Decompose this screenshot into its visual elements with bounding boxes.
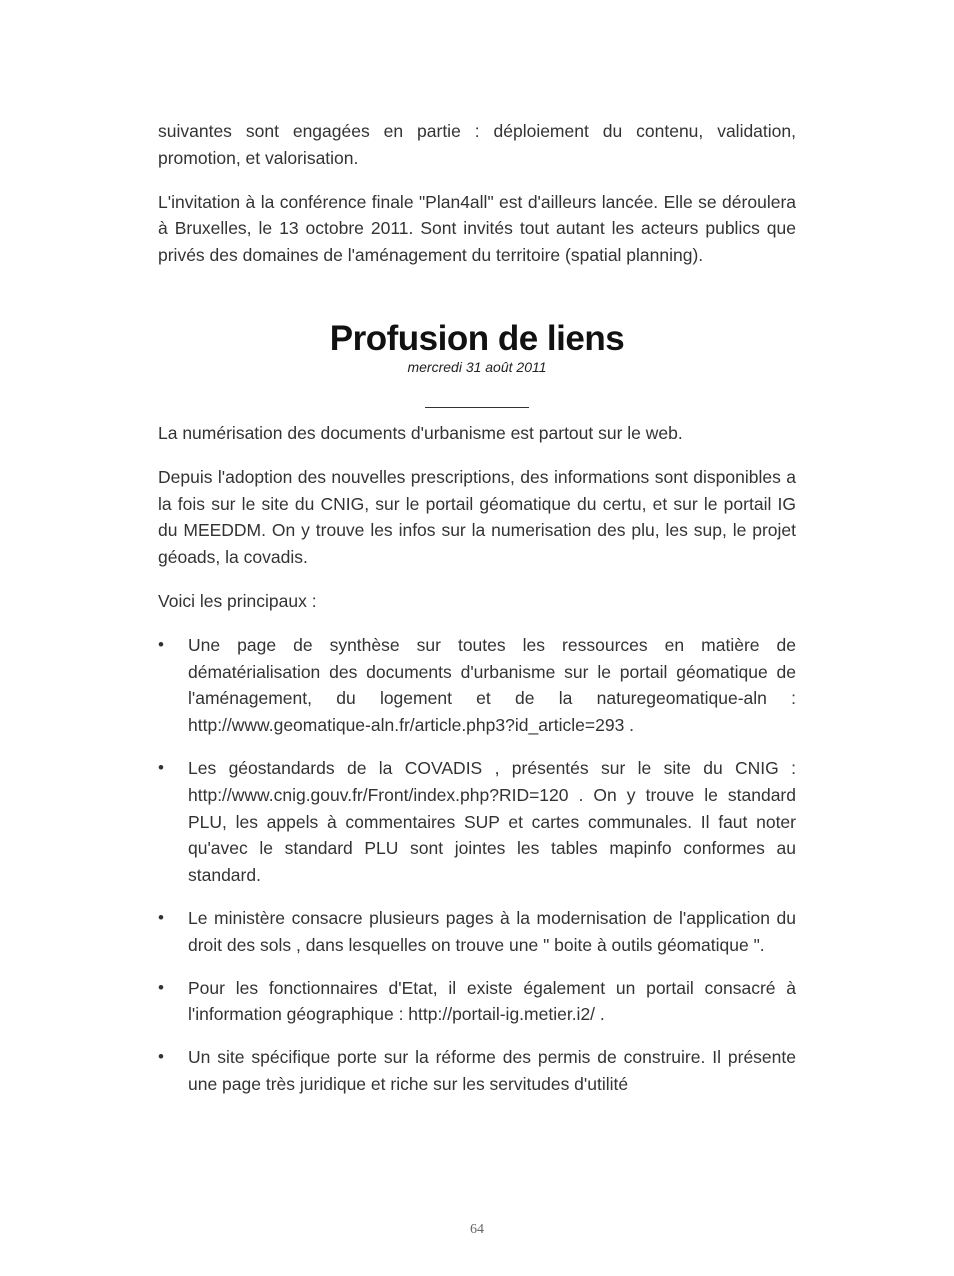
list-item-text: Le ministère consacre plusieurs pages à la modernisation de l'application du droit des sols , dans lesquelles on trouve une " boite à outils géomatique ".: [188, 907, 796, 955]
list-item-text: Un site spécifique porte sur la réforme des permis de construire. Il présente une page très juridique et riche sur les servitudes d'utilité: [188, 1047, 796, 1094]
article-paragraph-2: Depuis l'adoption des nouvelles prescriptions, des informations sont disponibles a la fois sur le site du CNIG, sur le portail géomatique du certu, et sur le portail IG du MEEDDM. On y trouve les infos sur la numerisation des plu, les sup, le projet géoads, la covadis.: [158, 466, 796, 568]
list-item: [158, 905, 796, 959]
page-number: 64: [470, 1222, 484, 1237]
article-paragraph-3: Voici les principaux :: [158, 590, 317, 611]
list-item-text: Pour les fonctionnaires d'Etat, il existe également un portail consacré à l'information géographique : http://portail-ig.metier.i2/ .: [188, 977, 796, 1025]
article-date: mercredi 31 août 2011: [407, 358, 547, 375]
list-item: [158, 632, 796, 739]
intro-paragraph-1: suivantes sont engagées en partie : déploiement du contenu, validation, promotion, et valorisation.: [158, 121, 796, 168]
bullet-icon: •: [158, 907, 164, 927]
page-content: [158, 118, 796, 1114]
list-item-text: Une page de synthèse sur toutes les ressources en matière de dématérialisation des documents d'urbanisme sur le portail géomatique de l'aménagement, du logement et de la naturegeomatique-aln : http://www.geomatique-aln.fr/article.php3?id_article=293 .: [188, 634, 796, 736]
intro-paragraph-2: L'invitation à la conférence finale "Plan4all" est d'ailleurs lancée. Elle se déroulera à Bruxelles, le 13 octobre 2011. Sont invités tout autant les acteurs publics que privés des domaines de l'aménagement du territoire (spatial planning).: [158, 191, 796, 266]
list-item: [158, 755, 796, 889]
list-item-text: Les géostandards de la COVADIS , présentés sur le site du CNIG : http://www.cnig.gouv.fr/Front/index.php?RID=120 . On y trouve le standard PLU, les appels à commentaires SUP et cartes communales. Il faut noter qu'avec le standard PLU sont jointes les tables mapinfo conformes au standard.: [188, 757, 796, 886]
list-item: [158, 1044, 796, 1098]
bullet-icon: •: [158, 634, 164, 654]
bullet-icon: •: [158, 757, 164, 777]
links-list: [158, 632, 796, 1098]
bullet-icon: •: [158, 977, 164, 997]
article-title: Profusion de liens: [329, 318, 625, 358]
article-paragraph-1: La numérisation des documents d'urbanisme est partout sur le web.: [158, 422, 683, 443]
title-separator: [425, 407, 529, 408]
list-item: [158, 975, 796, 1029]
bullet-icon: •: [158, 1047, 164, 1067]
